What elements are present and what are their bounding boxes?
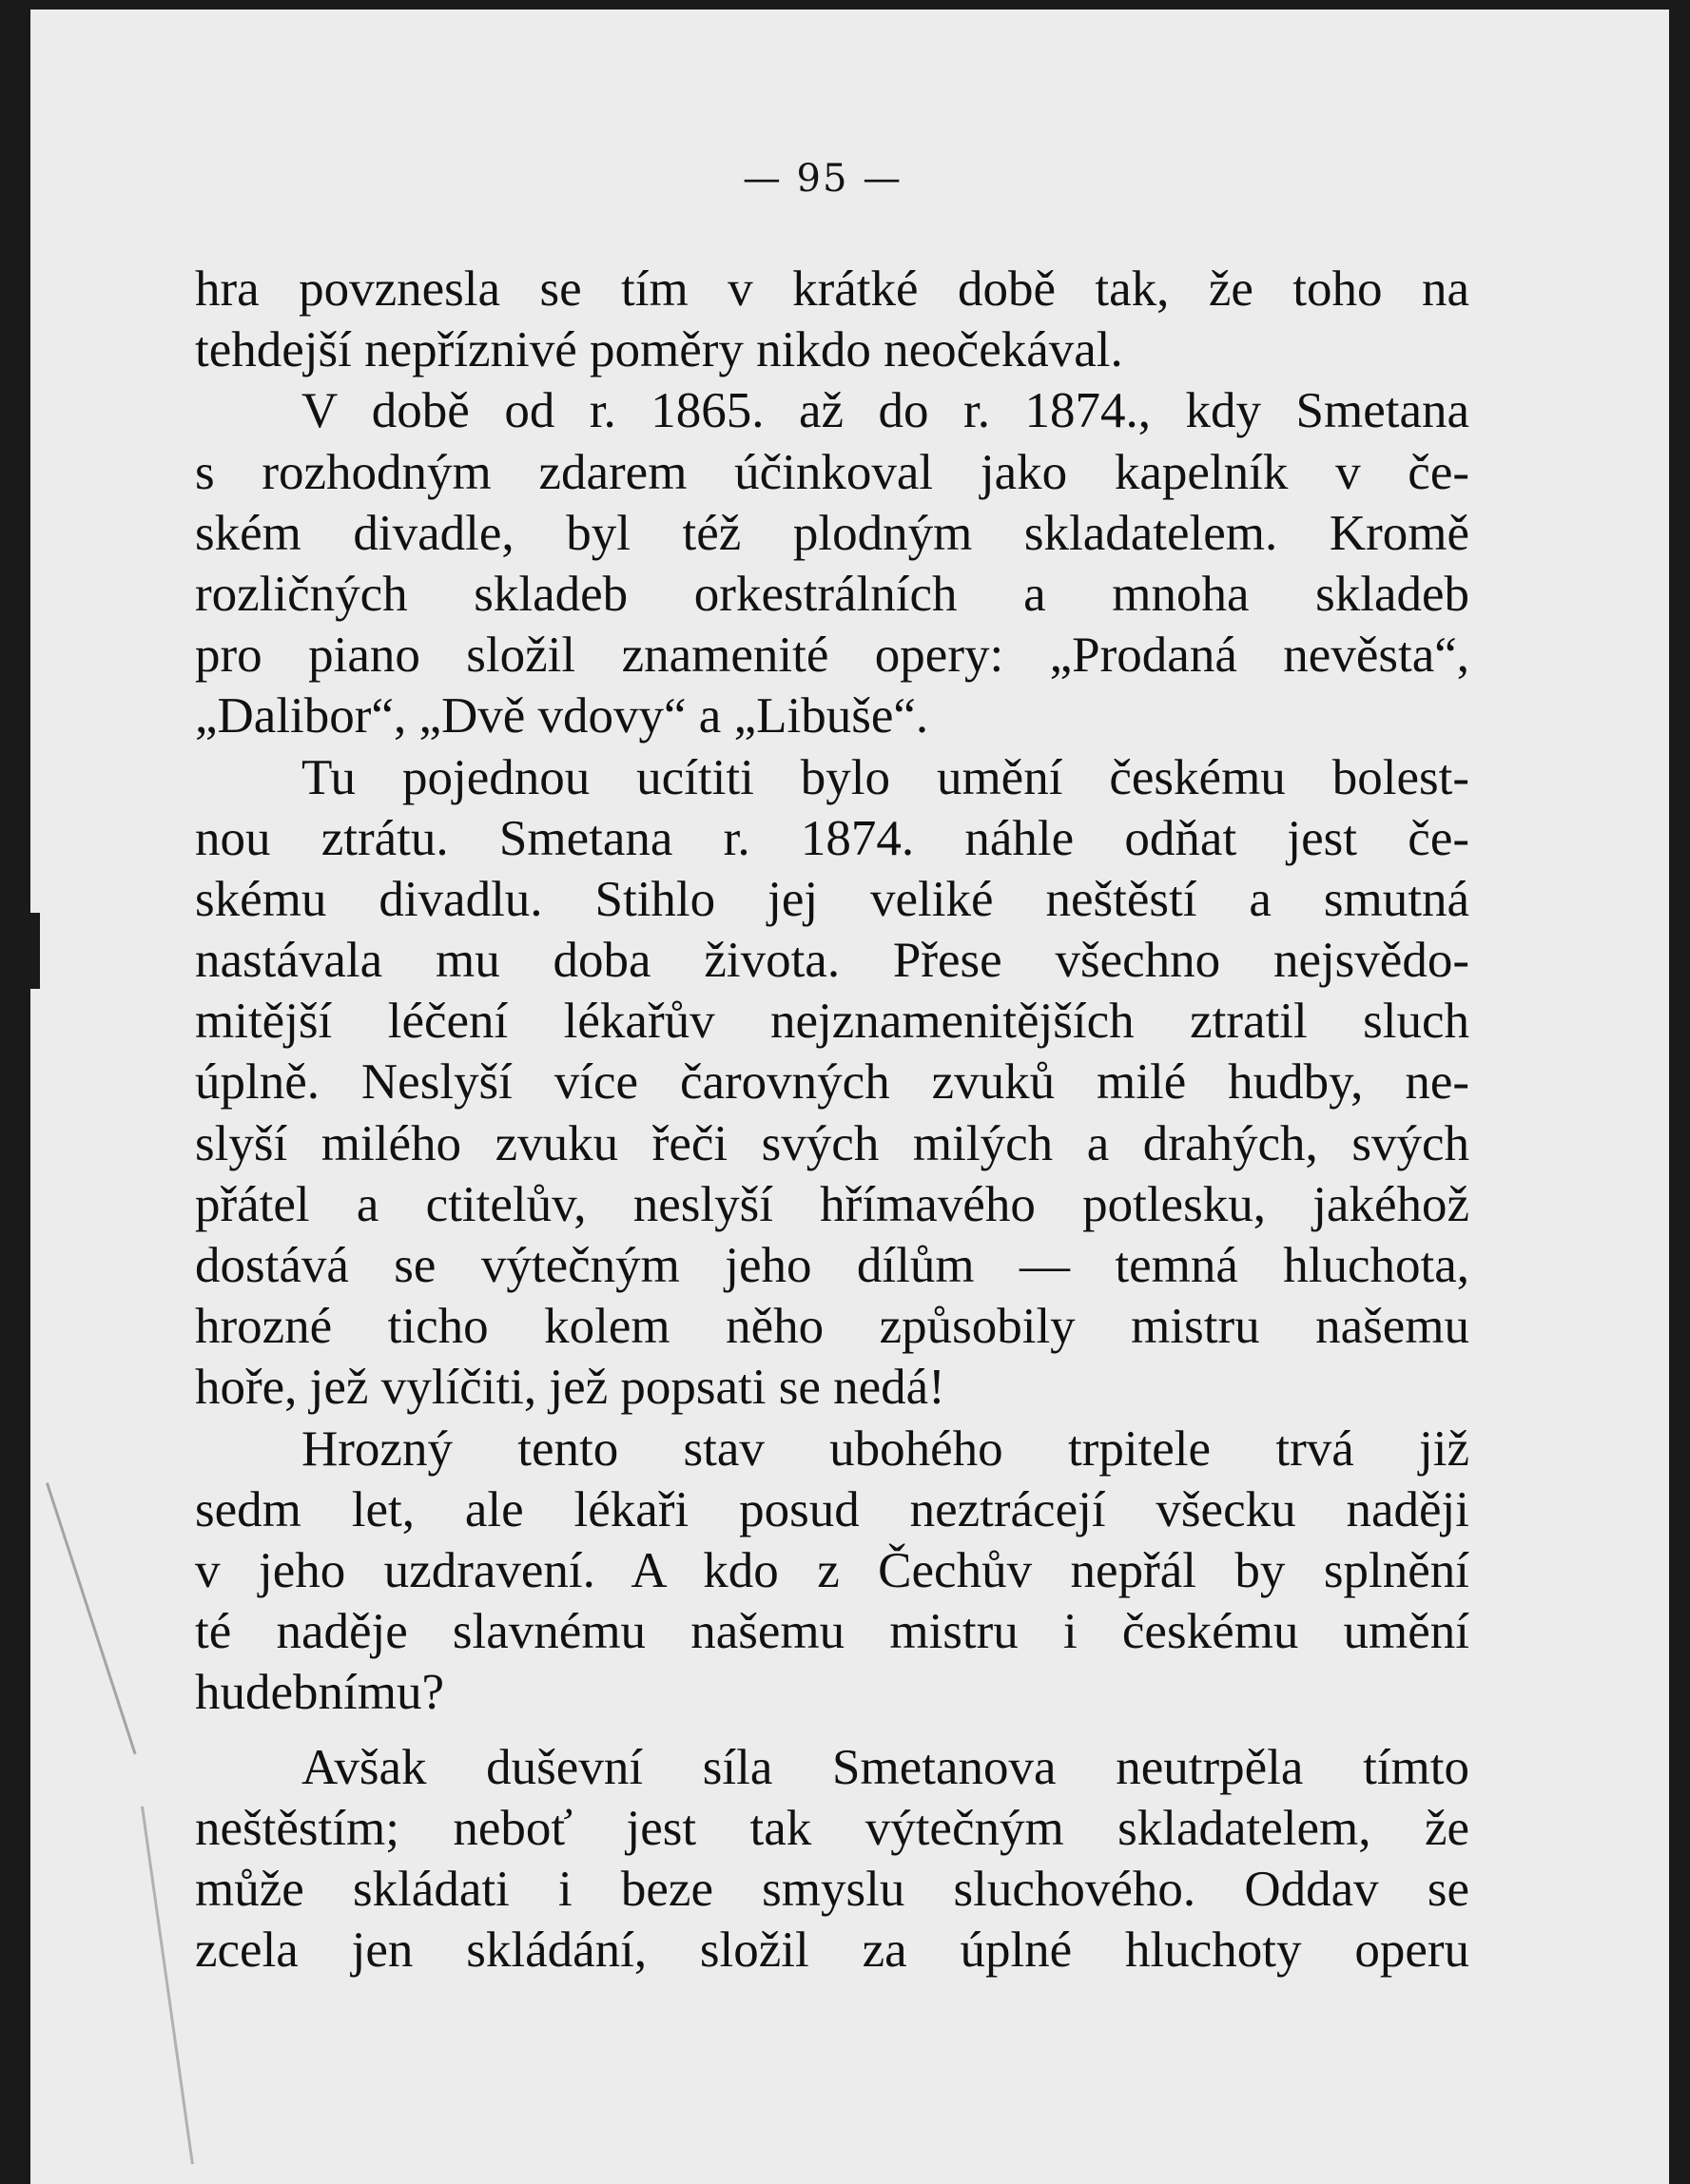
- text-line: skému divadlu. Stihlo jej veliké neštěstí a smutná: [195, 871, 1469, 927]
- scan-top-border: [0, 0, 1690, 10]
- text-line: Tu pojednou ucítiti bylo umění českému bolest-: [301, 749, 1469, 805]
- paragraph-gap: [195, 1724, 1469, 1737]
- text-line: mitější léčení lékařův nejznamenitějších ztratil sluch: [195, 994, 1469, 1050]
- text-line: nou ztrátu. Smetana r. 1874. náhle odňat jest če-: [195, 810, 1469, 866]
- text-line: ském divadle, byl též plodným skladatelem. Kromě: [195, 505, 1469, 561]
- text-line: přátel a ctitelův, neslyší hřímavého potlesku, jakéhož: [195, 1176, 1469, 1232]
- text-line: úplně. Neslyší více čarovných zvuků milé hudby, ne-: [195, 1054, 1469, 1111]
- text-line: v jeho uzdravení. A kdo z Čechův nepřál by splnění: [195, 1542, 1469, 1598]
- text-line: tehdejší nepříznivé poměry nikdo neočekával.: [195, 322, 1123, 378]
- text-line: hudebnímu?: [195, 1665, 444, 1721]
- scan-right-border: [1669, 0, 1690, 2184]
- text-line: Hrozný tento stav ubohého trpitele trvá již: [301, 1421, 1469, 1477]
- text-line: té naděje slavnému našemu mistru i českému umění: [195, 1604, 1469, 1660]
- text-line: hrozné ticho kolem něho způsobily mistru našemu: [195, 1299, 1469, 1355]
- scan-left-notch: [17, 913, 40, 989]
- text-line: V době od r. 1865. až do r. 1874., kdy Smetana: [301, 383, 1469, 439]
- text-line: rozličných skladeb orkestrálních a mnoha skladeb: [195, 566, 1469, 622]
- text-line: zcela jen skládání, složil za úplné hluchoty operu: [195, 1923, 1469, 1979]
- text-line: sedm let, ale lékaři posud neztrácejí všecku naději: [195, 1481, 1469, 1537]
- text-line: Avšak duševní síla Smetanova neutrpěla tímto: [301, 1739, 1469, 1795]
- text-line: hra povznesla se tím v krátké době tak, že toho na: [195, 261, 1469, 317]
- scan-left-border: [0, 0, 30, 2184]
- text-line: s rozhodným zdarem účinkoval jako kapelník v če-: [195, 444, 1469, 500]
- body-text: [195, 259, 1469, 1981]
- page-number: — 95 —: [742, 157, 903, 201]
- paper-fold-mark: [46, 1482, 137, 1754]
- text-line: dostává se výtečným jeho dílům — temná hluchota,: [195, 1238, 1469, 1293]
- text-line: slyší milého zvuku řeči svých milých a drahých, svých: [195, 1115, 1469, 1171]
- text-line: nastávala mu doba života. Přese všechno nejsvědo-: [195, 933, 1469, 989]
- text-line: může skládati i beze smyslu sluchového. Oddav se: [195, 1861, 1469, 1917]
- paper-fold-mark: [141, 1807, 194, 2165]
- text-line: hoře, jež vylíčiti, jež popsati se nedá!: [195, 1360, 945, 1416]
- text-line: pro piano složil znamenité opery: „Prodaná nevěsta“,: [195, 628, 1469, 684]
- text-line: „Dalibor“, „Dvě vdovy“ a „Libuše“.: [195, 688, 929, 744]
- text-line: neštěstím; neboť jest tak výtečným skladatelem, že: [195, 1800, 1469, 1856]
